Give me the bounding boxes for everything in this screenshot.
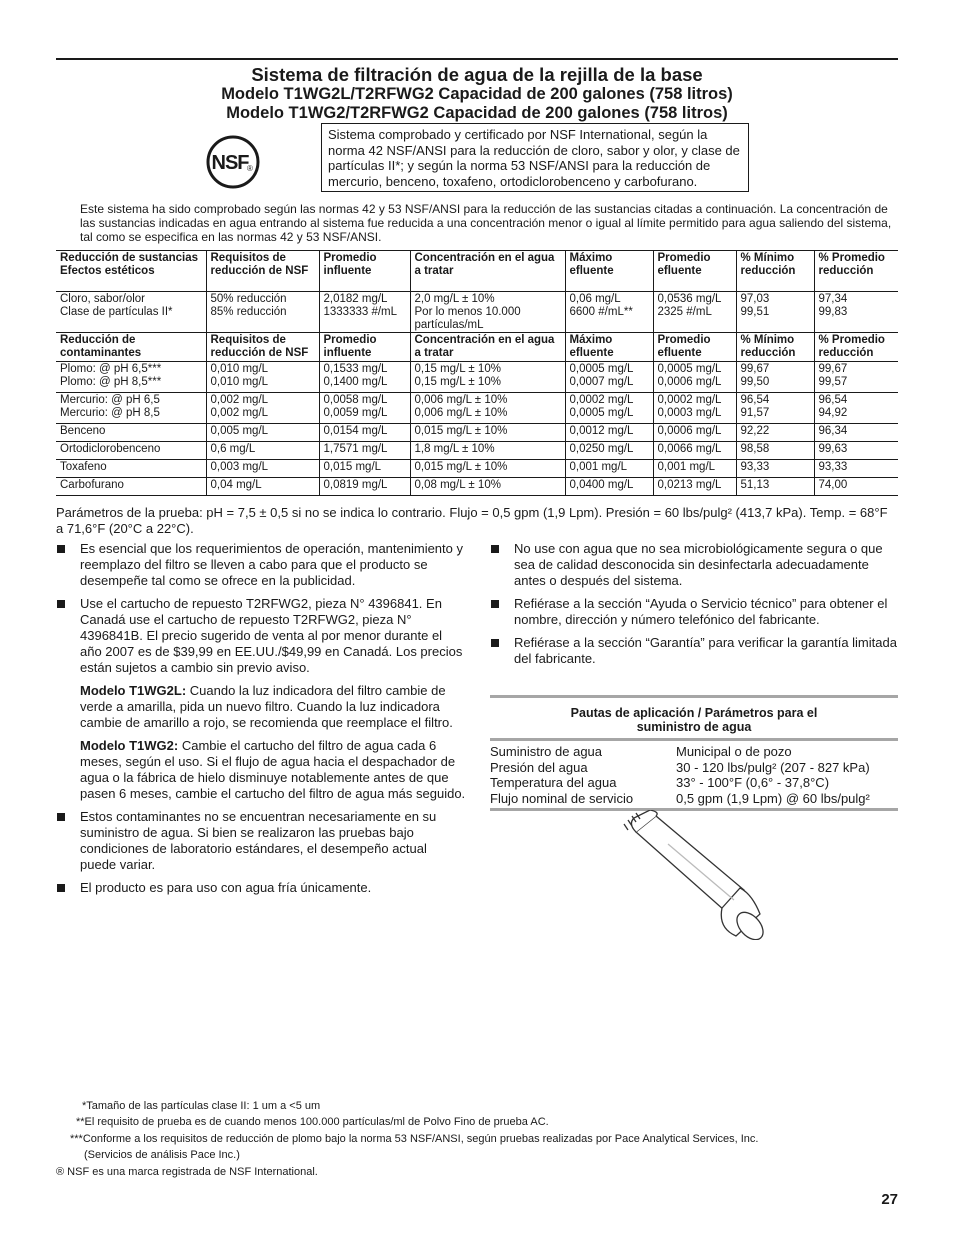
table-cell: 0,002 mg/L 0,002 mg/L [206, 392, 319, 423]
bullet-square-icon [57, 813, 65, 821]
table-cell: 0,06 mg/L 6600 #/mL** [565, 292, 653, 333]
table-cell: 0,0819 mg/L [319, 477, 410, 495]
table-cell: 0,001 mg/L [653, 459, 736, 477]
top-rule [56, 58, 898, 60]
intro-paragraph: Este sistema ha sido comprobado según las normas 42 y 53 NSF/ANSI para la reducción de las sustancias citadas a continuación. La concentración de las sustancias indicadas en agua entrando al sistema fue reducida a una concentración menor o igual al límite permitido para agua saliendo del sistema, tal como se especifica en las normas 42 y 53 NSF/ANSI. [80, 202, 892, 244]
table-cell: Cloro, sabor/olor Clase de partículas II* [56, 292, 206, 333]
table-row [56, 392, 898, 423]
table-cell: 96,34 [814, 423, 898, 441]
footnote: (Servicios de análisis Pace Inc.) [84, 1149, 240, 1162]
table-cell: Mercurio: @ pH 6,5 Mercurio: @ pH 8,5 [56, 392, 206, 423]
table-cell: 96,54 91,57 [736, 392, 814, 423]
filter-cartridge-image [614, 810, 774, 940]
nsf-logo-text: NSF [211, 152, 249, 174]
guideline-row: Flujo nominal de servicio 0,5 gpm (1,9 Lpm) @ 60 lbs/pulg² [490, 790, 870, 806]
table-cell: 0,6 mg/L [206, 441, 319, 459]
table-cell: Promedio influente [319, 251, 410, 292]
table-cell: 0,0005 mg/L 0,0007 mg/L [565, 361, 653, 392]
table-row [56, 361, 898, 392]
guidelines-box [490, 695, 898, 811]
table-cell: 0,0002 mg/L 0,0005 mg/L [565, 392, 653, 423]
table-cell: 0,0154 mg/L [319, 423, 410, 441]
footnote: ® NSF es una marca registrada de NSF International. [56, 1165, 318, 1178]
title-block [56, 64, 898, 123]
table-cell: 98,58 [736, 441, 814, 459]
table-cell: Máximo efluente [565, 251, 653, 292]
guidelines-rows [490, 741, 898, 811]
table-cell: 0,0012 mg/L [565, 423, 653, 441]
table-cell: % Mínimo reducción [736, 333, 814, 362]
nsf-logo [206, 135, 260, 189]
guidelines-title: Pautas de aplicación / Parámetros para el suministro de agua [490, 695, 898, 741]
left-column [56, 541, 466, 903]
table-cell: 0,0058 mg/L 0,0059 mg/L [319, 392, 410, 423]
table-cell: % Promedio reducción [814, 333, 898, 362]
table-cell: 0,08 mg/L ± 10% [410, 477, 565, 495]
table-header-row [56, 333, 898, 362]
table-cell: 0,006 mg/L ± 10% 0,006 mg/L ± 10% [410, 392, 565, 423]
table-header-row [56, 251, 898, 292]
table-cell: Reducción de contaminantes [56, 333, 206, 362]
table-cell: Promedio efluente [653, 333, 736, 362]
table-cell: 97,03 99,51 [736, 292, 814, 333]
bullet-square-icon [491, 600, 499, 608]
footnote: **El requisito de prueba es de cuando menos 100.000 partículas/ml de Polvo Fino de prueba AC. [76, 1116, 549, 1129]
table-cell: 96,54 94,92 [814, 392, 898, 423]
table-cell: 97,34 99,83 [814, 292, 898, 333]
table-cell: 0,0400 mg/L [565, 477, 653, 495]
page-title: Sistema de filtración de agua de la rejilla de la base [251, 64, 703, 85]
test-parameters: Parámetros de la prueba: pH = 7,5 ± 0,5 si no se indica lo contrario. Flujo = 0,5 gpm (1,9 Lpm). Presión = 60 lbs/pulg² (413,7 kPa). Temp. = 68°F a 71,6°F (20°C a 22°C). [56, 505, 888, 536]
table-cell: Máximo efluente [565, 333, 653, 362]
table-cell: 0,015 mg/L ± 10% [410, 459, 565, 477]
table-cell: 0,0213 mg/L [653, 477, 736, 495]
table-cell: Promedio efluente [653, 251, 736, 292]
table-cell: 92,22 [736, 423, 814, 441]
table-cell: 93,33 [814, 459, 898, 477]
table-cell: Toxafeno [56, 459, 206, 477]
guideline-row: Suministro de agua Municipal o de pozo [490, 744, 792, 759]
bullet-item: Use el cartucho de repuesto T2RFWG2, pieza N° 4396841. En Canadá use el cartucho de repuesto T2RFWG2, pieza N° 4396841B. El precio sugerido de venta al por menor durante el año 2007 es de $39,99 en EE.UU./$49,99 en Canadá. Los precios están sujetos a cambio sin previo aviso. [56, 596, 466, 676]
bullet-item: No use con agua que no sea microbiológicamente segura o que sea de calidad desconocida sin desinfectarla adecuadamente antes o después del sistema. [490, 541, 898, 589]
table-cell: 0,015 mg/L ± 10% [410, 423, 565, 441]
table-row [56, 441, 898, 459]
bullet-square-icon [491, 639, 499, 647]
table-cell: 0,0002 mg/L 0,0003 mg/L [653, 392, 736, 423]
certification-box: Sistema comprobado y certificado por NSF International, según la norma 42 NSF/ANSI para la reducción de cloro, sabor y olor, y clase de partículas II*; y según la norma 53 NSF/ANSI para la reducción de mercurio, benceno, toxafeno, ortodiclorobenceno y carbofurano. [321, 123, 749, 192]
model-t1wg2l-note: Modelo T1WG2L: Cuando la luz indicadora del filtro cambie de verde a amarilla, pida un nuevo filtro. Cuando la luz indicadora cambie de amarillo a rojo, se recomienda que reemplace el filtro. [80, 683, 453, 730]
table-cell: 0,0536 mg/L 2325 #/mL [653, 292, 736, 333]
table-cell: 0,003 mg/L [206, 459, 319, 477]
table-cell: 0,15 mg/L ± 10% 0,15 mg/L ± 10% [410, 361, 565, 392]
table-row [56, 423, 898, 441]
table-cell: % Promedio reducción [814, 251, 898, 292]
table-cell: 0,0066 mg/L [653, 441, 736, 459]
nsf-logo-mark: ® [247, 164, 253, 173]
bullet-square-icon [57, 545, 65, 553]
guideline-row: Presión del agua 30 - 120 lbs/pulg² (207 - 827 kPa) [490, 759, 870, 775]
table-cell: 0,1533 mg/L 0,1400 mg/L [319, 361, 410, 392]
footnote: *Tamaño de las partículas clase II: 1 um a <5 um [82, 1100, 321, 1112]
table-cell: Requisitos de reducción de NSF [206, 333, 319, 362]
table-cell: 0,001 mg/L [565, 459, 653, 477]
bullet-item: Refiérase a la sección “Ayuda o Servicio técnico” para obtener el nombre, dirección y número telefónico del fabricante. [490, 596, 898, 628]
footnote: ***Conforme a los requisitos de reducción de plomo bajo la norma 53 NSF/ANSI, según pruebas realizadas por Pace Analytical Services, Inc. [70, 1132, 759, 1145]
table-cell: 0,0006 mg/L [653, 423, 736, 441]
model-t1wg2-note: Modelo T1WG2: Cambie el cartucho del filtro de agua cada 6 meses, según el uso. Si el flujo de agua hacia el despachador de agua o la fábrica de hielo disminuye notablemente antes de que pasen 6 meses, cambie el cartucho del filtro de agua más seguido. [80, 738, 466, 801]
table-cell: Reducción de sustancias Efectos estéticos [56, 251, 206, 292]
table-cell: 74,00 [814, 477, 898, 495]
guideline-row: Temperatura del agua 33° - 100°F (0,6° - 37,8°C) [490, 775, 830, 791]
table-cell: 93,33 [736, 459, 814, 477]
table-cell: 99,63 [814, 441, 898, 459]
model-title-2: Modelo T1WG2/T2RFWG2 Capacidad de 200 galones (758 litros) [226, 104, 728, 122]
table-cell: 99,67 99,57 [814, 361, 898, 392]
table-cell: 51,13 [736, 477, 814, 495]
table-cell: 2,0 mg/L ± 10% Por lo menos 10.000 partículas/mL [410, 292, 565, 333]
table-row [56, 459, 898, 477]
table-cell: Requisitos de reducción de NSF [206, 251, 319, 292]
table-cell: 99,67 99,50 [736, 361, 814, 392]
table-cell: Concentración en el agua a tratar [410, 333, 565, 362]
bullet-square-icon [57, 884, 65, 892]
table-cell: 0,005 mg/L [206, 423, 319, 441]
table-cell: 0,010 mg/L 0,010 mg/L [206, 361, 319, 392]
page-number: 27 [881, 1191, 898, 1208]
table-cell: % Mínimo reducción [736, 251, 814, 292]
reduction-table [56, 250, 898, 496]
table-cell: Ortodiclorobenceno [56, 441, 206, 459]
table-cell: Concentración en el agua a tratar [410, 251, 565, 292]
table-cell: 50% reducción 85% reducción [206, 292, 319, 333]
table-cell: 1,8 mg/L ± 10% [410, 441, 565, 459]
table-cell: Benceno [56, 423, 206, 441]
bullet-square-icon [491, 545, 499, 553]
table-cell: 0,0250 mg/L [565, 441, 653, 459]
table-cell: 1,7571 mg/L [319, 441, 410, 459]
footnotes [56, 1100, 898, 1179]
table-cell: Carbofurano [56, 477, 206, 495]
bullet-item: Es esencial que los requerimientos de operación, mantenimiento y reemplazo del filtro se lleven a cabo para que el producto se desempeñe tal como se ofrece en la publicidad. [56, 541, 466, 589]
table-row [56, 477, 898, 495]
bullet-item: Estos contaminantes no se encuentran necesariamente en su suministro de agua. Si bien se realizaron las pruebas bajo condiciones de laboratorio estándares, el desempeño actual puede variar. [56, 809, 466, 873]
table-cell: 0,04 mg/L [206, 477, 319, 495]
table-row [56, 292, 898, 333]
model-title-1: Modelo T1WG2L/T2RFWG2 Capacidad de 200 galones (758 litros) [221, 85, 733, 103]
bullet-item: El producto es para uso con agua fría únicamente. [56, 880, 466, 896]
table-cell: 0,0005 mg/L 0,0006 mg/L [653, 361, 736, 392]
table-cell: 2,0182 mg/L 1333333 #/mL [319, 292, 410, 333]
table-cell: Promedio influente [319, 333, 410, 362]
right-column [490, 541, 898, 674]
table-cell: 0,015 mg/L [319, 459, 410, 477]
bullet-item: Refiérase a la sección “Garantía” para verificar la garantía limitada del fabricante. [490, 635, 898, 667]
bullet-square-icon [57, 600, 65, 608]
table-cell: Plomo: @ pH 6,5*** Plomo: @ pH 8,5*** [56, 361, 206, 392]
